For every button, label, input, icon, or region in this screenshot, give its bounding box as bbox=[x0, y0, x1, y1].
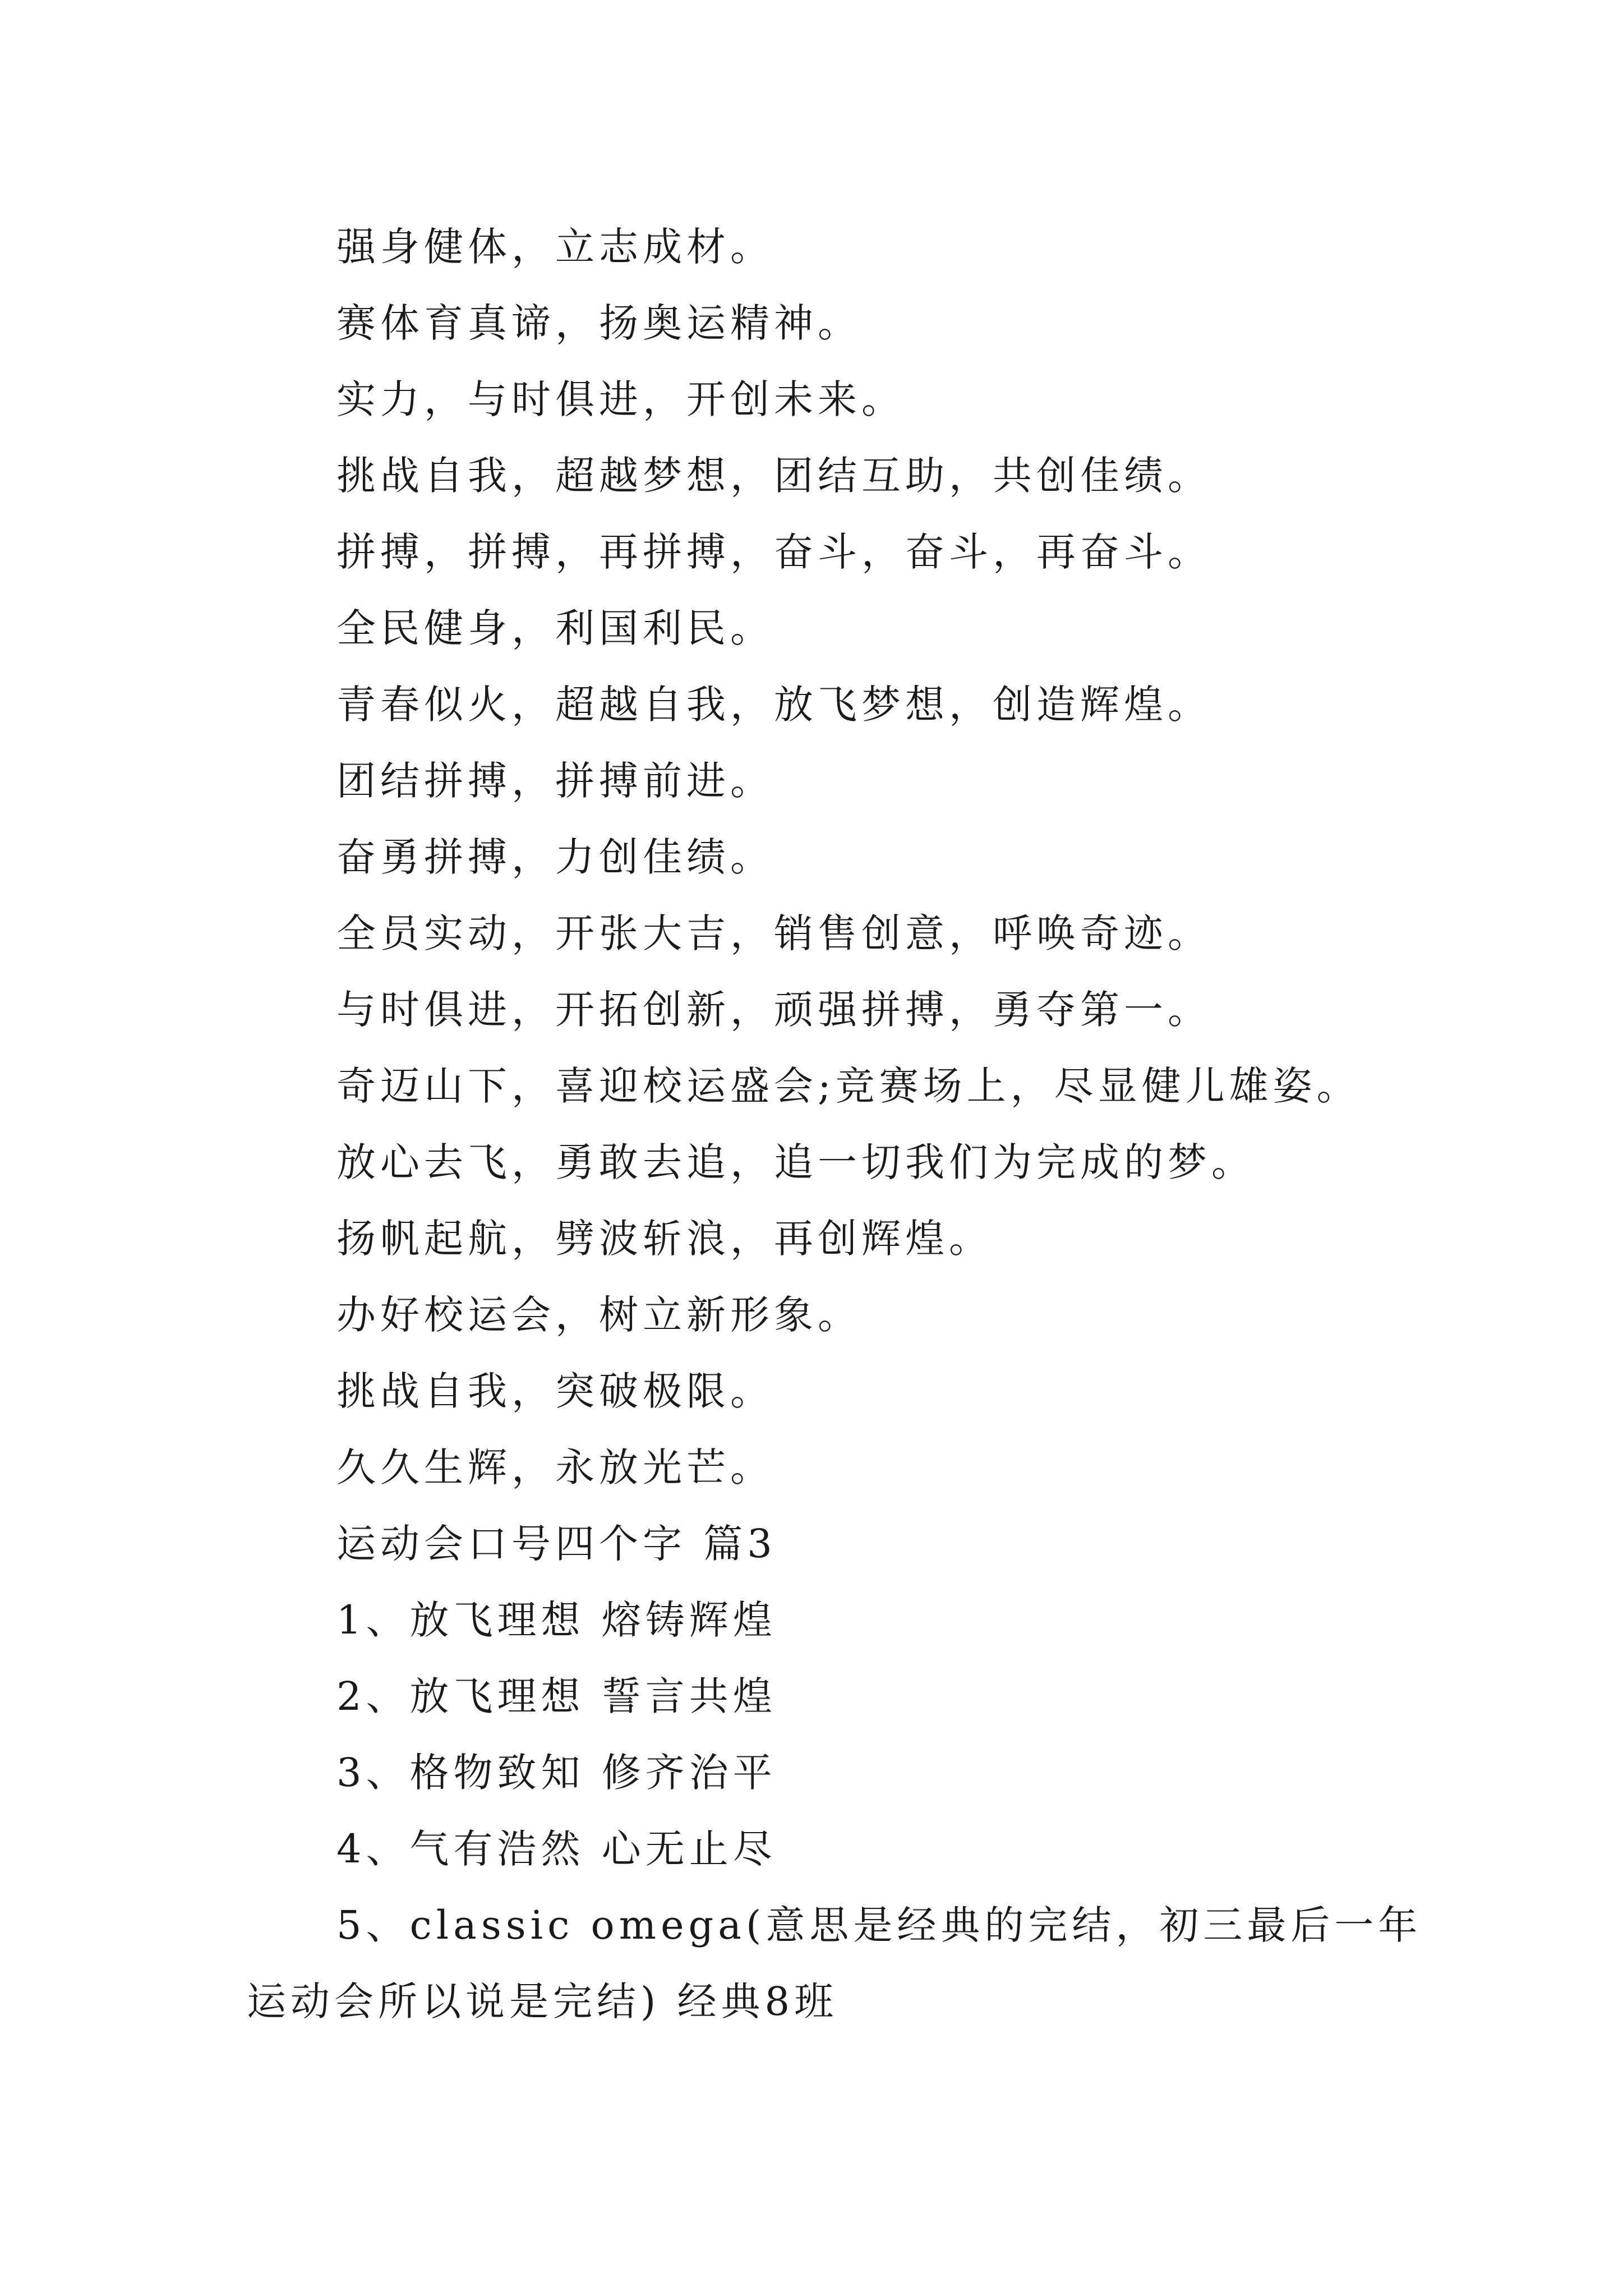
text-line: 强身健体，立志成材。 bbox=[336, 224, 774, 270]
text-line: 奇迈山下，喜迎校运盛会;竞赛场上，尽显健儿雄姿。 bbox=[336, 1063, 1361, 1109]
text-line: 办好校运会，树立新形象。 bbox=[336, 1292, 861, 1338]
text-line: 实力，与时俱进，开创未来。 bbox=[336, 376, 905, 422]
text-line: 全民健身，利国利民。 bbox=[336, 605, 774, 651]
list-item: 1、放飞理想 熔铸辉煌 bbox=[336, 1597, 777, 1643]
text-line: 拼搏，拼搏，再拼搏，奋斗，奋斗，再奋斗。 bbox=[336, 529, 1211, 575]
text-line: 挑战自我，突破极限。 bbox=[336, 1368, 774, 1414]
list-item-continuation: 运动会所以说是完结) 经典8班 bbox=[247, 1978, 838, 2024]
text-line: 久久生辉，永放光芒。 bbox=[336, 1444, 774, 1490]
text-line: 赛体育真谛，扬奥运精神。 bbox=[336, 300, 861, 346]
list-item: 5、classic omega(意思是经典的完结，初三最后一年 bbox=[336, 1902, 1422, 1948]
section-heading: 运动会口号四个字 篇3 bbox=[336, 1521, 777, 1567]
text-line: 青春似火，超越自我，放飞梦想，创造辉煌。 bbox=[336, 682, 1211, 728]
list-item: 2、放飞理想 誓言共煌 bbox=[336, 1673, 777, 1719]
text-line: 挑战自我，超越梦想，团结互助，共创佳绩。 bbox=[336, 453, 1211, 499]
text-line: 与时俱进，开拓创新，顽强拼搏，勇夺第一。 bbox=[336, 987, 1211, 1033]
list-item: 4、气有浩然 心无止尽 bbox=[336, 1826, 777, 1872]
text-line: 全员实动，开张大吉，销售创意，呼唤奇迹。 bbox=[336, 910, 1211, 956]
text-line: 奋勇拼搏，力创佳绩。 bbox=[336, 834, 774, 880]
text-body bbox=[247, 209, 1422, 2040]
text-line: 扬帆起航，劈波斩浪，再创辉煌。 bbox=[336, 1216, 993, 1262]
list-item: 3、格物致知 修齐治平 bbox=[336, 1750, 777, 1796]
text-line: 团结拼搏，拼搏前进。 bbox=[336, 758, 774, 804]
text-line: 放心去飞，勇敢去追，追一切我们为完成的梦。 bbox=[336, 1139, 1255, 1185]
